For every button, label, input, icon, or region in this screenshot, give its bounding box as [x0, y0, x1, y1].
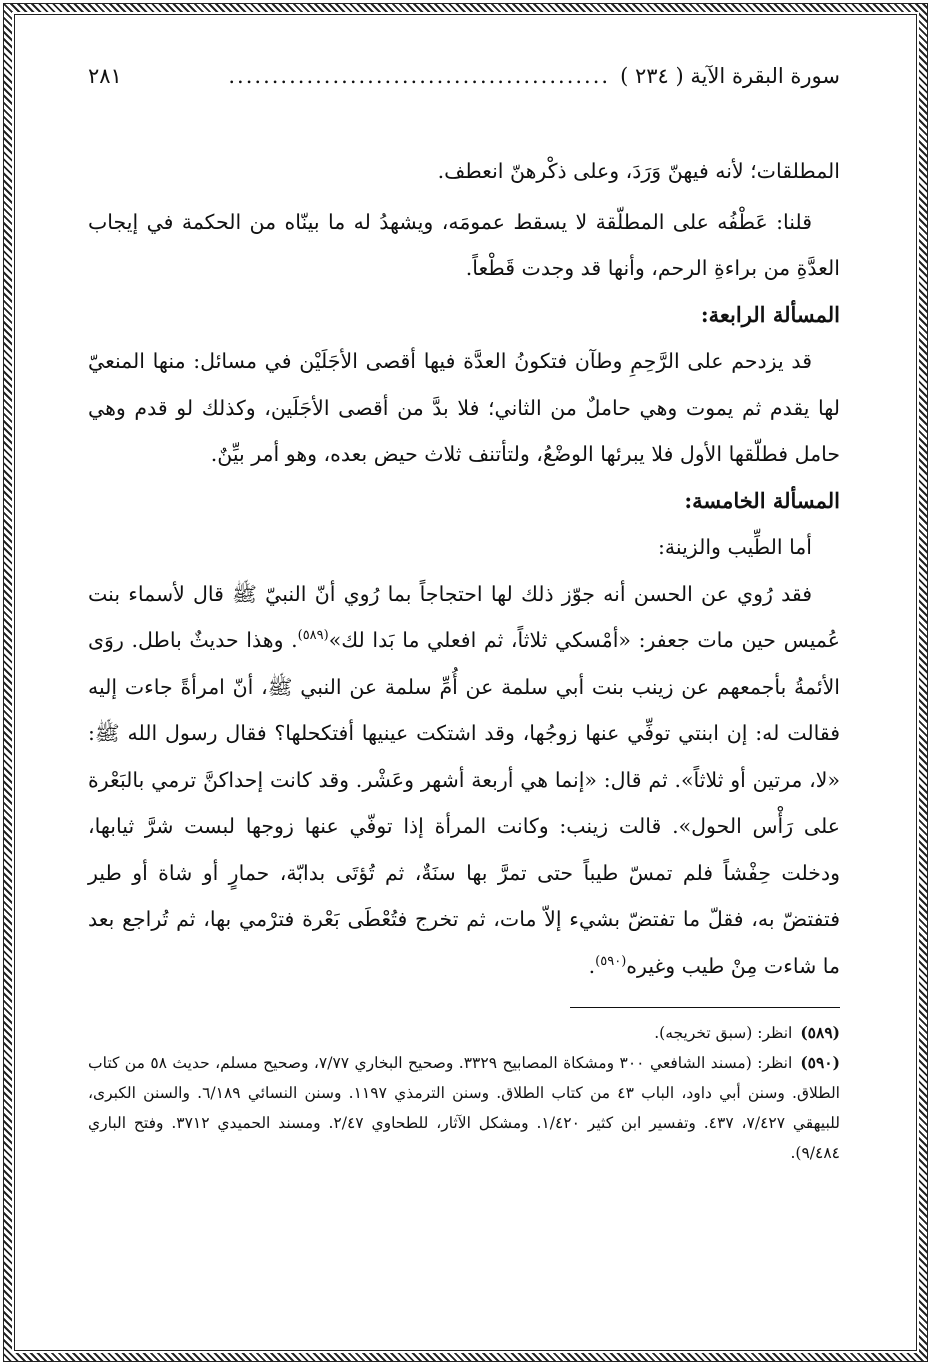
footnote-ref-589: (٥٨٩)	[297, 628, 329, 644]
page-content	[88, 64, 840, 1168]
footnote-589	[88, 1018, 840, 1048]
paragraph-6-part-b: . وهذا حديثٌ باطل. روَى الأئمةُ بأجمعهم عن زينب بنت أبي سلمة عن أُمِّ سلمة عن النبي ﷺ، أنّ امرأةً جاءت إليه فقالت له: إن ابنتي توفِّي عنها زوجُها، وقد اشتكت عينيها أفتكحلها؟ فقال رسول الله ﷺ: «لا، مرتين أو ثلاثاً». ثم قال: «إنما هي أربعة أشهر وعَشْر. وقد كانت إحداكنَّ ترمي بالبَعْرة على رَأْس الحول». قالت زينب: وكانت المرأة إذا توفّي عنها زوجها لبست شرَّ ثيابها، ودخلت حِفْشاً فلم تمسّ طيباً حتى تمرَّ بها سنَةٌ، ثم تُؤتَى بدابّة، حمارٍ أو شاة أو طير فتفتضّ به، فقلّ ما تفتضّ بشيء إلاّ مات، ثم تخرج فتُعْطَى بَعْرة فترْمي بها، ثم تُراجع بعد ما شاءت مِنْ طيب وغيره	[88, 628, 840, 978]
page-number: ٢٨١	[88, 64, 122, 88]
header-dots: ............................................	[228, 64, 611, 88]
footnote-text: انظر: (سبق تخريجه).	[654, 1024, 793, 1042]
footnote-ref-590: (٥٩٠)	[595, 953, 627, 969]
footnote-number: (٥٩٠)	[800, 1053, 840, 1072]
header-title: سورة البقرة الآية ( ٢٣٤ )	[620, 64, 840, 88]
footnote-number: (٥٨٩)	[800, 1023, 840, 1042]
paragraph-6-part-c: .	[588, 953, 596, 978]
footnote-divider	[570, 1007, 840, 1008]
footnote-text: انظر: (مسند الشافعي ٣٠٠ ومشكاة المصابيح ٣٣٢٩. وصحيح البخاري ٧/٧٧، وصحيح مسلم، حديث ٥٨ من كتاب الطلاق. وسنن أبي داود، الباب ٤٣ من كتاب الطلاق. وسنن الترمذي ١١٩٧. وسنن النسائي ٦/١٨٩. والسنن الكبرى، للبيهقي ٧/٤٢٧، ٤٣٧. وتفسير ابن كثير ١/٤٢٠. ومشكل الآثار، للطحاوي ٢/٤٧. ومسند الحميدي ٣٧١٢. وفتح الباري ٩/٤٨٤).	[88, 1054, 841, 1162]
paragraph-4: قد يزدحم على الرَّحِمِ وطآن فتكونُ العدَّة فيها أقصى الأجَلَيْن في مسائل: منها المنعيّ لها يقدم ثم يموت وهي حاملٌ من الثاني؛ فلا بدَّ من أقصى الأجَلَين، وكذلك لو قدم وهي حامل فطلّقها الأول فلا يبرئها الوضْعُ، ولتأتنف ثلاث حيض بعده، وهو أمر بيِّنٌ.	[88, 349, 840, 466]
heading-fourth-issue: المسألة الرابعة:	[700, 301, 840, 327]
heading-fifth-issue: المسألة الخامسة:	[684, 487, 840, 513]
paragraph-2: قلنا: عَطْفُه على المطلّقة لا يسقط عمومَه، ويشهدُ له ما بينّاه من الحكمة في إيجاب العدَّةِ من براءةِ الرحم، وأنها قد وجدت قَطْعاً.	[88, 209, 840, 280]
paragraph-6	[88, 571, 840, 990]
paragraph-6-part-a: فقد رُوي عن الحسن أنه جوّز ذلك لها احتجاجاً بما رُوي أنّ النبيّ ﷺ قال لأسماء بنت عُميس حين مات جعفر: «أمْسكي ثلاثاً، ثم افعلي ما بَدا لك»	[88, 581, 840, 652]
paragraph-5: أما الطِّيب والزينة:	[658, 535, 812, 559]
paragraph-1: المطلقات؛ لأنه فيهنّ وَرَدَ، وعلى ذكْرهنّ انعطف.	[437, 159, 840, 183]
footnotes	[88, 1018, 840, 1168]
footnote-590	[88, 1048, 840, 1168]
running-header	[88, 64, 840, 108]
